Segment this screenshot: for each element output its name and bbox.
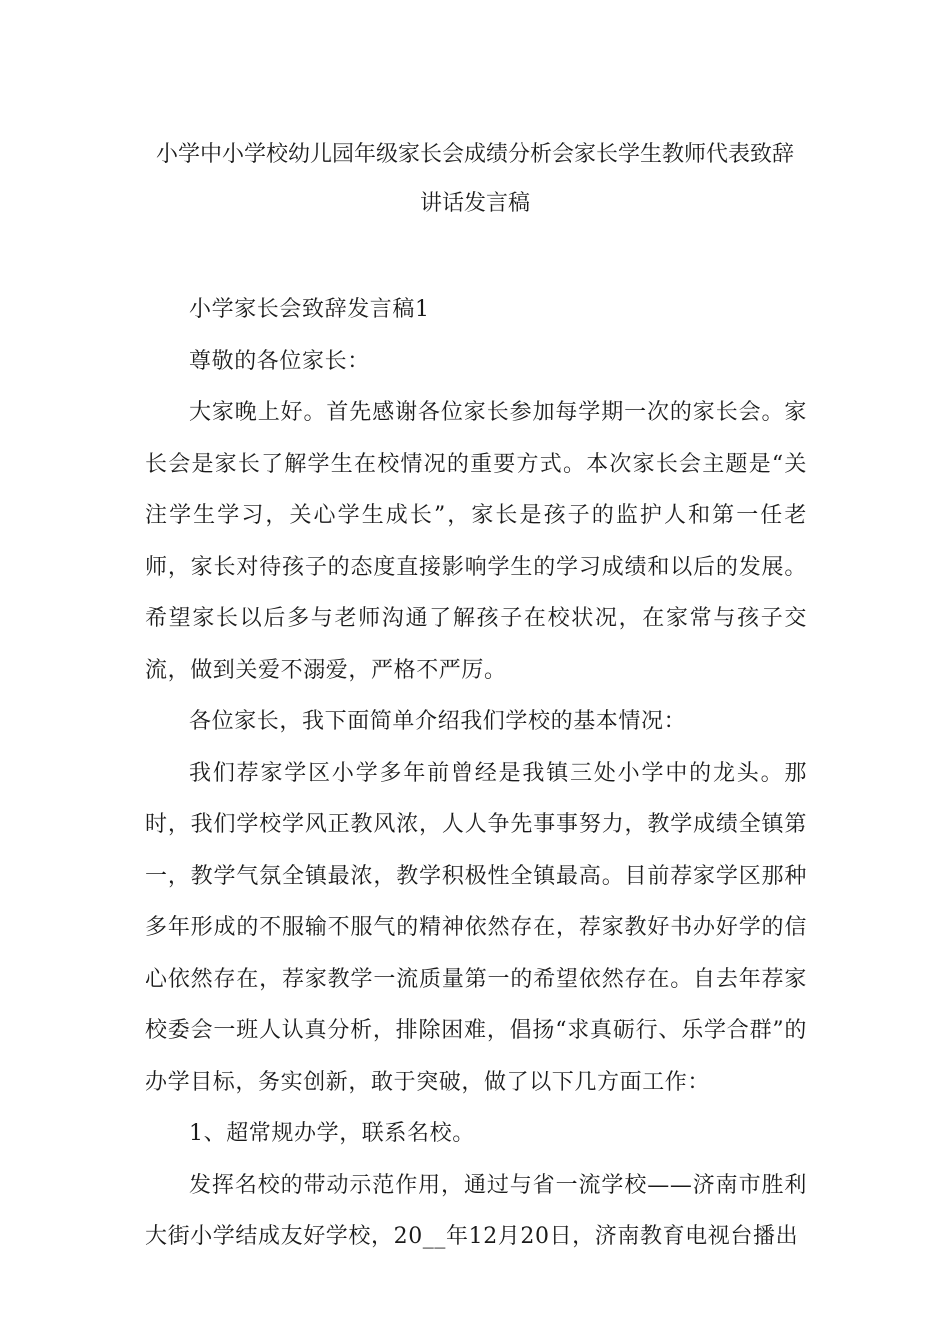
body-paragraph: 各位家长，我下面简单介绍我们学校的基本情况： xyxy=(189,709,687,734)
body-paragraph: 大家晚上好。首先感谢各位家长参加每学期一次的家长会。家长会是家长了解学生在校情况的重要方式。本次家长会主题是“关注学生学习，关心学生成长”，家长是孩子的监护人和第一任老师，家长对待孩子的态度直接影响学生的学习成绩和以后的发展。希望家长以后多与老师沟通了解孩子在校状况，在家常与孩子交流，做到关爱不溺爱，严格不严厉。 xyxy=(145,400,807,683)
document-title-line-2: 讲话发言稿 xyxy=(419,191,530,216)
body-paragraph: 我们荐家学区小学多年前曾经是我镇三处小学中的龙头。那时，我们学校学风正教风浓，人人争先事事努力，教学成绩全镇第一，教学气氛全镇最浓，教学积极性全镇最高。目前荐家学区那种多年形成的不服输不服气的精神依然存在，荐家教好书办好学的信心依然存在，荐家教学一流质量第一的希望依然存在。自去年荐家校委会一班人认真分析，排除困难，倡扬“求真砺行、乐学合群”的办学目标，务实创新，敢于突破，做了以下几方面工作： xyxy=(145,760,807,1095)
list-item-heading: 1、超常规办学，联系名校。 xyxy=(189,1121,475,1146)
section-heading: 小学家长会致辞发言稿1 xyxy=(189,297,430,322)
salutation: 尊敬的各位家长： xyxy=(189,348,370,374)
document-title-line-1: 小学中小学校幼儿园年级家长会成绩分析会家长学生教师代表致辞 xyxy=(155,142,794,167)
body-paragraph: 发挥名校的带动示范作用，通过与省一流学校——济南市胜利大街小学结成友好学校，20__年12月20日，济南教育电视台播出 xyxy=(145,1172,807,1249)
document-body xyxy=(145,284,807,1263)
